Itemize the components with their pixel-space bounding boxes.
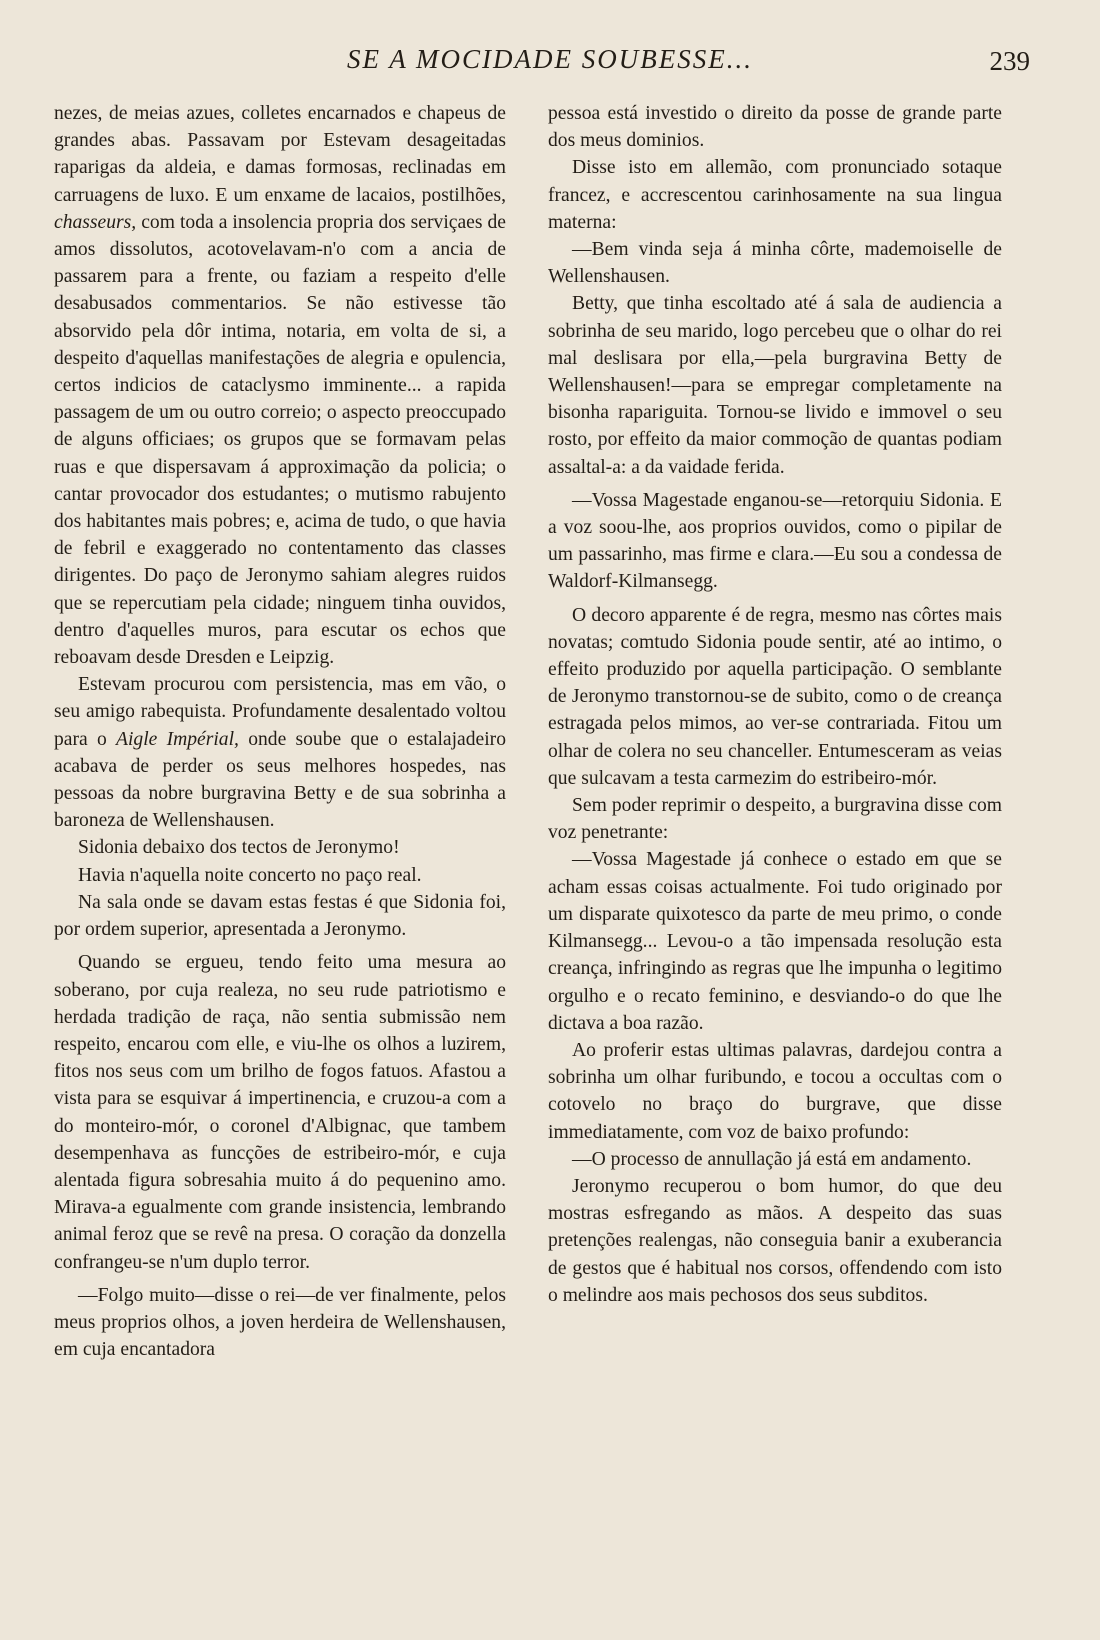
right-column — [548, 100, 1002, 1309]
page-number: 239 — [989, 46, 1030, 76]
page-header — [0, 44, 1100, 84]
paragraph: —Vossa Magestade já conhece o estado em que se acham essas coisas actualmente. Foi tudo originado por um disparate quixotesco da parte de meu primo, o conde Kilmansegg... Levou-o a tão impensada resolução esta creança, infringindo as regras que lhe impunha o legitimo orgulho e o recato feminino, e desviando-o do que lhe dictava a boa razão. — [548, 849, 1002, 1034]
running-title: SE A MOCIDADE SOUBESSE... — [347, 44, 753, 74]
paragraph: —Bem vinda seja á minha côrte, mademoiselle de Wellenshausen. — [548, 239, 1002, 288]
paragraph: —Vossa Magestade enganou-se—retorquiu Sidonia. E a voz soou-lhe, aos proprios ouvidos, como o pipilar de um passarinho, mas firme e clara.—Eu sou a condessa de Waldorf-Kilmansegg. — [548, 489, 1002, 593]
paragraph — [54, 671, 506, 834]
left-column — [54, 100, 506, 1363]
paragraph: Disse isto em allemão, com pronunciado sotaque francez, e accrescentou carinhosamente na sua lingua materna: — [548, 157, 1002, 233]
text-span: Estevam procurou com persistencia, mas em vão, o seu amigo rabequista. Profundamente desalentado voltou para o — [54, 674, 506, 750]
paragraph: Sem poder reprimir o despeito, a burgravina disse com voz penetrante: — [548, 795, 1002, 844]
paragraph: Quando se ergueu, tendo feito uma mesura ao soberano, por cuja realeza, no seu rude patriotismo e herdada tradição de raça, não sentia submissão nem respeito, encarou com elle, e viu-lhe os olhos a luzirem, fitos nos seus com um brilho de fogos fatuos. Afastou a vista para se esquivar á impertinencia, e cruzou-a com a do monteiro-mór, o coronel d'Albignac, que tambem desempenhava as funcções de estribeiro-mór, e cuja alentada figura sobresahia muito á do pequenino amo. Mirava-a egualmente com grande insistencia, lembrando animal feroz que se revê na presa. O coração da donzella confrangeu-se n'um duplo terror. — [54, 952, 506, 1273]
text-span: com toda a insolencia propria dos serviçaes de amos dissolutos, acotovelavam-n'o com a ancia de passarem para a frente, ou faziam a respeito d'elle desabusados commentarios. Se não estivesse tão absorvido pela dôr intima, notaria, em volta de si, a despeito d'aquellas manifestações de alegria e opulencia, certos indicios de cataclysmo imminente... a rapida passagem de um ou outro correio; o aspecto preoccupado de alguns officiaes; os grupos que se formavam pelas ruas e que dispersavam á approximação da policia; o cantar provocador dos estudantes; o mutismo rabujento dos habitantes mais pobres; e, acima de tudo, o que havia de febril e exaggerado no contentamento das classes dirigentes. Do paço de Jeronymo sahiam alegres ruidos que se repercutiam pela cidade; ninguem tinha ouvidos, dentro d'aquelles muros, para escutar os echos que reboavam desde Dresden e Leipzig. — [54, 211, 506, 669]
paragraph: pessoa está investido o direito da posse de grande parte dos meus dominios. — [548, 103, 1002, 152]
paragraph: Jeronymo recuperou o bom humor, do que deu mostras esfregando as mãos. A despeito das suas pretenções realengas, não conseguia banir a exuberancia de gestos que é habitual nos corsos, offendendo com isto o melindre aos mais pechosos dos seus subditos. — [548, 1175, 1002, 1306]
text-span: onde soube que o estalajadeiro acabava de perder os seus melhores hospedes, nas pessoas da nobre burgravina Betty e de sua sobrinha a baroneza de Wellenshausen. — [54, 728, 506, 832]
paragraph — [54, 100, 506, 671]
italic-term: chasseurs, — [54, 211, 137, 233]
paragraph: Sidonia debaixo dos tectos de Jeronymo! — [78, 837, 400, 859]
paragraph: Ao proferir estas ultimas palavras, dardejou contra a sobrinha um olhar furibundo, e tocou a occultas com o cotovelo no braço do burgrave, que disse immediatamente, com voz de baixo profundo: — [548, 1039, 1002, 1143]
text-span: nezes, de meias azues, colletes encarnados e chapeus de grandes abas. Passavam por Estevam desageitadas raparigas da aldeia, e damas formosas, reclinadas em carruagens de luxo. E um enxame de lacaios, postilhões, — [54, 103, 506, 206]
paragraph: O decoro apparente é de regra, mesmo nas côrtes mais novatas; comtudo Sidonia poude sentir, até ao intimo, o effeito produzido por aquella participação. O semblante de Jeronymo transtornou-se de subito, como o de creança estragada pelos mimos, ao ver-se contrariada. Fitou um olhar de colera no seu chanceller. Entumesceram as veias que sulcavam a testa carmezim do estribeiro-mór. — [548, 604, 1002, 789]
paragraph: Havia n'aquella noite concerto no paço real. — [78, 864, 422, 886]
paragraph: Betty, que tinha escoltado até á sala de audiencia a sobrinha de seu marido, logo percebeu que o olhar do rei mal deslisara por ella,—pela burgravina Betty de Wellenshausen!—para se empregar completamente na bisonha rapariguita. Tornou-se livido e immovel o seu rosto, por effeito da maior commoção de quantas podiam assaltal-a: a da vaidade ferida. — [548, 293, 1002, 478]
paragraph: —O processo de annullação já está em andamento. — [572, 1148, 972, 1170]
paragraph: Na sala onde se davam estas festas é que Sidonia foi, por ordem superior, apresentada a Jeronymo. — [54, 891, 506, 941]
paragraph: —Folgo muito—disse o rei—de ver finalmente, pelos meus proprios olhos, a joven herdeira de Wellenshausen, em cuja encantadora — [54, 1284, 506, 1361]
italic-term: Aigle Impérial, — [115, 728, 239, 750]
